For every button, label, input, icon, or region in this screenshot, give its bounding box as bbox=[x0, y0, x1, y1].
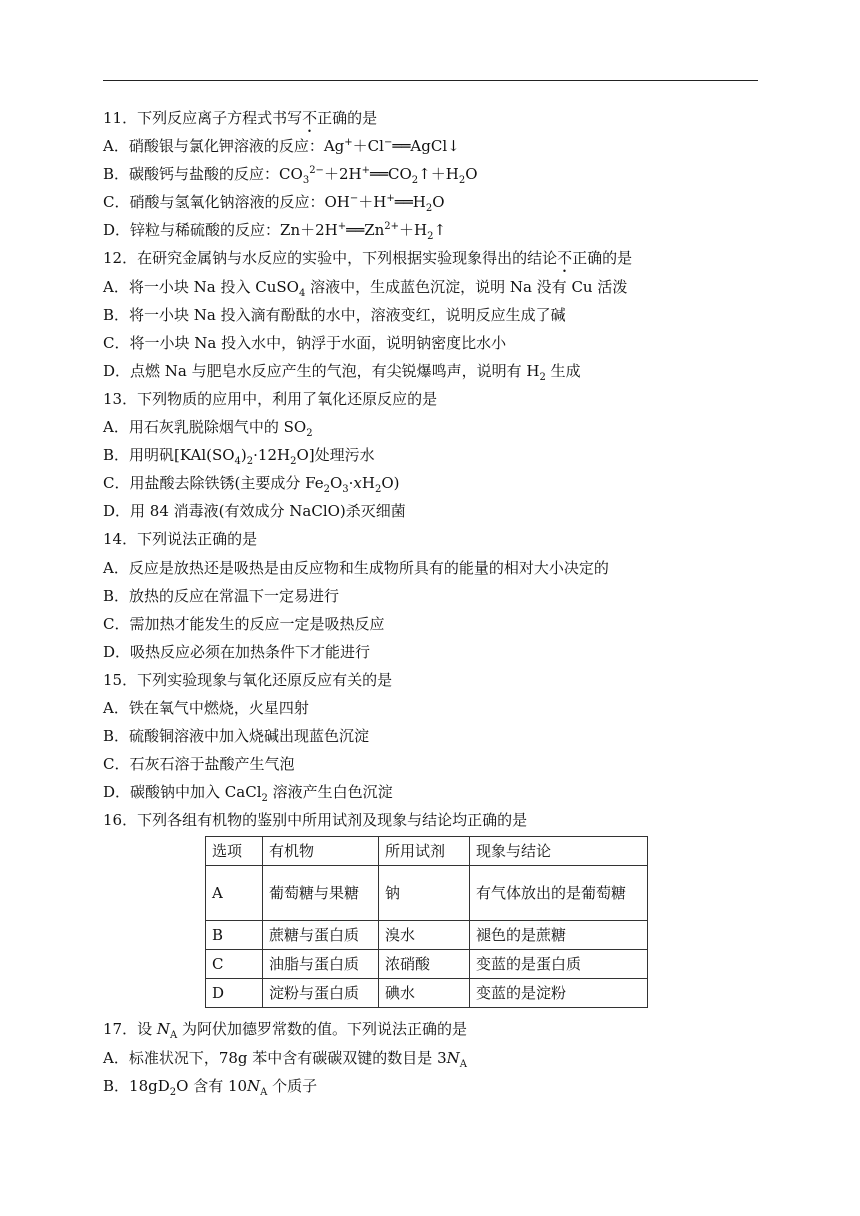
question-13-option-d: D．用 84 消毒液(有效成分 NaClO)杀灭细菌 bbox=[103, 502, 406, 521]
question-13-option-a: A．用石灰乳脱除烟气中的 $SO_2$ bbox=[103, 418, 313, 440]
question-11-option-a: A．硝酸银与氯化钾溶液的反应：Ag+＋Cl−══AgCl↓ bbox=[103, 137, 460, 156]
table-cell: 褪色的是蔗糖 bbox=[470, 921, 648, 950]
question-11-option-d: D．锌粒与稀硫酸的反应：$Zn+2H^+══Zn^{2+}+H_2↑$ bbox=[103, 221, 447, 243]
question-15-option-d: D．碳酸钠中加入 CaCl$_2$ 溶液产生白色沉淀 bbox=[103, 783, 393, 805]
table-cell: 蔗糖与蛋白质 bbox=[263, 921, 379, 950]
question-17-option-a: A．标准状况下，78g 苯中含有碳碳双键的数目是 $3N_A$ bbox=[103, 1048, 467, 1070]
question-13-stem: 13．下列物质的应用中，利用了氧化还原反应的是 bbox=[103, 389, 438, 408]
table-cell: 溴水 bbox=[379, 921, 470, 950]
table-header-row bbox=[206, 837, 648, 866]
question-14-option-d: D．吸热反应必须在加热条件下才能进行 bbox=[103, 642, 371, 661]
table-header-cell: 有机物 bbox=[263, 837, 379, 866]
question-16-stem: 16．下列各组有机物的鉴别中所用试剂及现象与结论均正确的是 bbox=[103, 811, 528, 830]
table-cell: 浓硝酸 bbox=[379, 950, 470, 979]
question-content bbox=[103, 104, 763, 1100]
table-row bbox=[206, 921, 648, 950]
table-cell: B bbox=[206, 921, 263, 950]
question-17-option-b: B．$18gD_2O$ 含有 $10N_A$ 个质子 bbox=[103, 1076, 318, 1098]
table-header-cell: 选项 bbox=[206, 837, 263, 866]
question-16-table-wrap bbox=[103, 834, 763, 1005]
question-13-option-b: B．用明矾$[KAl(SO_4)_2\cdot 12H_2O]$处理污水 bbox=[103, 446, 375, 468]
question-11-stem: 11．下列反应离子方程式书写不正确的是 bbox=[103, 109, 378, 127]
question-15-option-b: B．硫酸铜溶液中加入烧碱出现蓝色沉淀 bbox=[103, 727, 370, 746]
table-row bbox=[206, 979, 648, 1008]
question-12-option-d: D．点燃 Na 与肥皂水反应产生的气泡，有尖锐爆鸣声，说明有 $H_2$ 生成 bbox=[103, 361, 581, 383]
table-cell: D bbox=[206, 979, 263, 1008]
table-cell: A bbox=[206, 866, 263, 921]
table-cell: 变蓝的是蛋白质 bbox=[470, 950, 648, 979]
question-16-table bbox=[205, 836, 648, 1008]
question-14-stem: 14．下列说法正确的是 bbox=[103, 530, 258, 549]
table-cell: 钠 bbox=[379, 866, 470, 921]
question-11-option-c: C．硝酸与氢氧化钠溶液的反应：$OH^-+H^+══H_2O$ bbox=[103, 193, 445, 215]
question-11-option-b: B．碳酸钙与盐酸的反应：$CO_3^{2-}+2H^+══CO_2↑+H_2O$ bbox=[103, 165, 478, 187]
question-14-option-c: C．需加热才能发生的反应一定是吸热反应 bbox=[103, 614, 385, 633]
question-17-stem: 17．设 $N_A$ 为阿伏加德罗常数的值。下列说法正确的是 bbox=[103, 1020, 467, 1042]
header-rule bbox=[103, 80, 758, 81]
question-15-option-c: C．石灰石溶于盐酸产生气泡 bbox=[103, 755, 295, 774]
question-14-option-b: B．放热的反应在常温下一定易进行 bbox=[103, 586, 340, 605]
table-row bbox=[206, 866, 648, 921]
table-cell: 有气体放出的是葡萄糖 bbox=[470, 866, 648, 921]
table-cell: 淀粉与蛋白质 bbox=[263, 979, 379, 1008]
table-cell: 油脂与蛋白质 bbox=[263, 950, 379, 979]
question-12-option-a: A．将一小块 Na 投入 CuSO$_4$ 溶液中，生成蓝色沉淀，说明 Na 没有 Cu 活泼 bbox=[103, 277, 628, 299]
table-cell: C bbox=[206, 950, 263, 979]
question-12-option-b: B．将一小块 Na 投入滴有酚酞的水中，溶液变红，说明反应生成了碱 bbox=[103, 305, 566, 324]
question-12-option-c: C．将一小块 Na 投入水中，钠浮于水面，说明钠密度比水小 bbox=[103, 333, 507, 352]
table-cell: 变蓝的是淀粉 bbox=[470, 979, 648, 1008]
question-13-option-c: C．用盐酸去除铁锈(主要成分 $Fe_2O_3\cdot xH_2O$) bbox=[103, 474, 400, 496]
question-14-option-a: A．反应是放热还是吸热是由反应物和生成物所具有的能量的相对大小决定的 bbox=[103, 558, 609, 577]
table-header-cell: 所用试剂 bbox=[379, 837, 470, 866]
question-15-option-a: A．铁在氧气中燃烧，火星四射 bbox=[103, 698, 309, 717]
question-12-stem: 12．在研究金属钠与水反应的实验中，下列根据实验现象得出的结论不正确的是 bbox=[103, 249, 633, 268]
table-cell: 葡萄糖与果糖 bbox=[263, 866, 379, 921]
table-cell: 碘水 bbox=[379, 979, 470, 1008]
question-15-stem: 15．下列实验现象与氧化还原反应有关的是 bbox=[103, 670, 393, 689]
table-header-cell: 现象与结论 bbox=[470, 837, 648, 866]
table-row bbox=[206, 950, 648, 979]
